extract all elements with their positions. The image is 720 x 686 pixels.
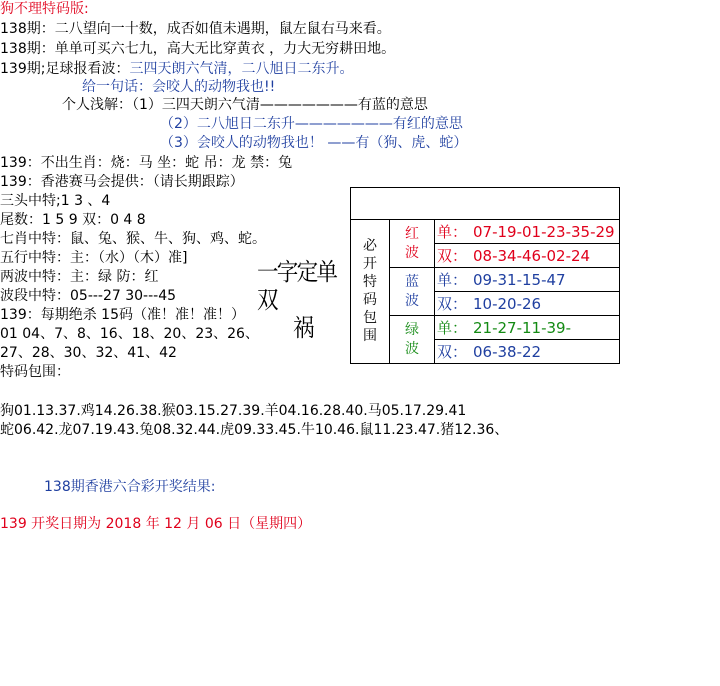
special-range-label: 特码包围：	[0, 364, 70, 380]
red-wave-label: 红波	[405, 225, 419, 261]
big-odd-even-text	[257, 258, 347, 342]
green-even-label: 双：	[437, 343, 468, 361]
result-title: 138期香港六合彩开奖结果:	[44, 479, 216, 495]
special-package-table	[350, 187, 620, 364]
red-even-label: 双：	[437, 247, 468, 265]
draw-date: 139 开奖日期为 2018 年 12 月 06 日（星期四）	[0, 516, 312, 532]
red-wave-cell	[390, 220, 435, 268]
green-odd-label: 单：	[437, 319, 468, 337]
hint-line-138-a: 138期：二八望向一十数，成否如值未遇期，鼠左鼠右马来看。	[0, 21, 391, 37]
wave-range: 波段中特：05---27 30---45	[0, 288, 177, 304]
red-even-nums: 08-34-46-02-24	[473, 247, 591, 265]
blue-wave-cell	[390, 268, 435, 316]
red-even-cell	[435, 244, 620, 268]
kill-15-line: 139：每期绝杀 15码（准！准！准！）	[0, 307, 245, 323]
green-odd-cell	[435, 316, 620, 340]
package-header-cell	[351, 220, 390, 364]
football-phrase: 三四天朗六气清，二八旭日二东升。	[129, 61, 354, 77]
kill-numbers-2: 27、28、30、32、41、42	[0, 345, 177, 361]
package-header-text: 必开特码包围	[363, 238, 377, 344]
big-text-line-2: 祸	[293, 314, 313, 342]
blue-even-cell	[435, 292, 620, 316]
green-even-cell	[435, 340, 620, 364]
blue-even-label: 双：	[437, 295, 468, 313]
package-header-row	[351, 188, 620, 220]
five-elements: 五行中特：主：（水）（木）准]	[0, 250, 188, 266]
green-odd-nums: 21-27-11-39-	[473, 319, 572, 337]
explain-1: 个人浅解：（1）三四天朗六气清———————有蓝的意思	[62, 97, 428, 113]
kill-numbers-1: 01 04、7、8、16、18、20、23、26、	[0, 326, 259, 342]
green-wave-cell	[390, 316, 435, 364]
hint-line-139	[0, 60, 353, 78]
blue-even-nums: 10-20-26	[473, 295, 542, 313]
tail-numbers: 尾数：1 5 9 双：0 4 8	[0, 212, 146, 228]
blue-wave-label: 蓝波	[405, 273, 419, 309]
football-label: 139期;足球报看波：	[0, 61, 130, 77]
no-zodiac-line: 139：不出生肖：烧：马 坐：蛇 吊：龙 禁：兔	[0, 155, 293, 171]
blue-odd-cell	[435, 268, 620, 292]
red-odd-cell	[435, 220, 620, 244]
blue-odd-label: 单：	[437, 271, 468, 289]
red-odd-nums: 07-19-01-23-35-29	[473, 223, 615, 241]
zodiac-numbers-1: 狗01.13.37.鸡14.26.38.猴03.15.27.39.羊04.16.28.40.马05.17.29.41	[0, 403, 467, 419]
two-waves: 两波中特：主：绿 防：红	[0, 269, 159, 285]
blue-odd-nums: 09-31-15-47	[473, 271, 566, 289]
seven-zodiacs: 七肖中特：鼠、兔、猴、牛、狗、鸡、蛇。	[0, 231, 266, 247]
three-heads: 三头中特;1 3 、4	[0, 193, 111, 209]
hint-line-138-b: 138期：单单可买六七九，高大无比穿黄衣 ，力大无穷耕田地。	[0, 41, 396, 57]
jockey-club-line: 139：香港赛马会提供：（请长期跟踪）	[0, 174, 244, 190]
explain-3: （3）会咬人的动物我也！ ——有（狗、虎、蛇）	[160, 135, 468, 151]
one-sentence: 给一句话：会咬人的动物我也!!	[82, 79, 276, 95]
big-text-line-1: 一字定单双	[257, 258, 337, 314]
green-wave-label: 绿波	[405, 321, 419, 357]
red-odd-label: 单：	[437, 223, 468, 241]
zodiac-numbers-2: 蛇06.42.龙07.19.43.兔08.32.44.虎09.33.45.牛10.46.鼠11.23.47.猪12.36、	[0, 422, 509, 438]
explain-2: （2）二八旭日二东升———————有红的意思	[160, 116, 463, 132]
page-title: 狗不理特码版:	[0, 1, 89, 17]
green-even-nums: 06-38-22	[473, 343, 542, 361]
